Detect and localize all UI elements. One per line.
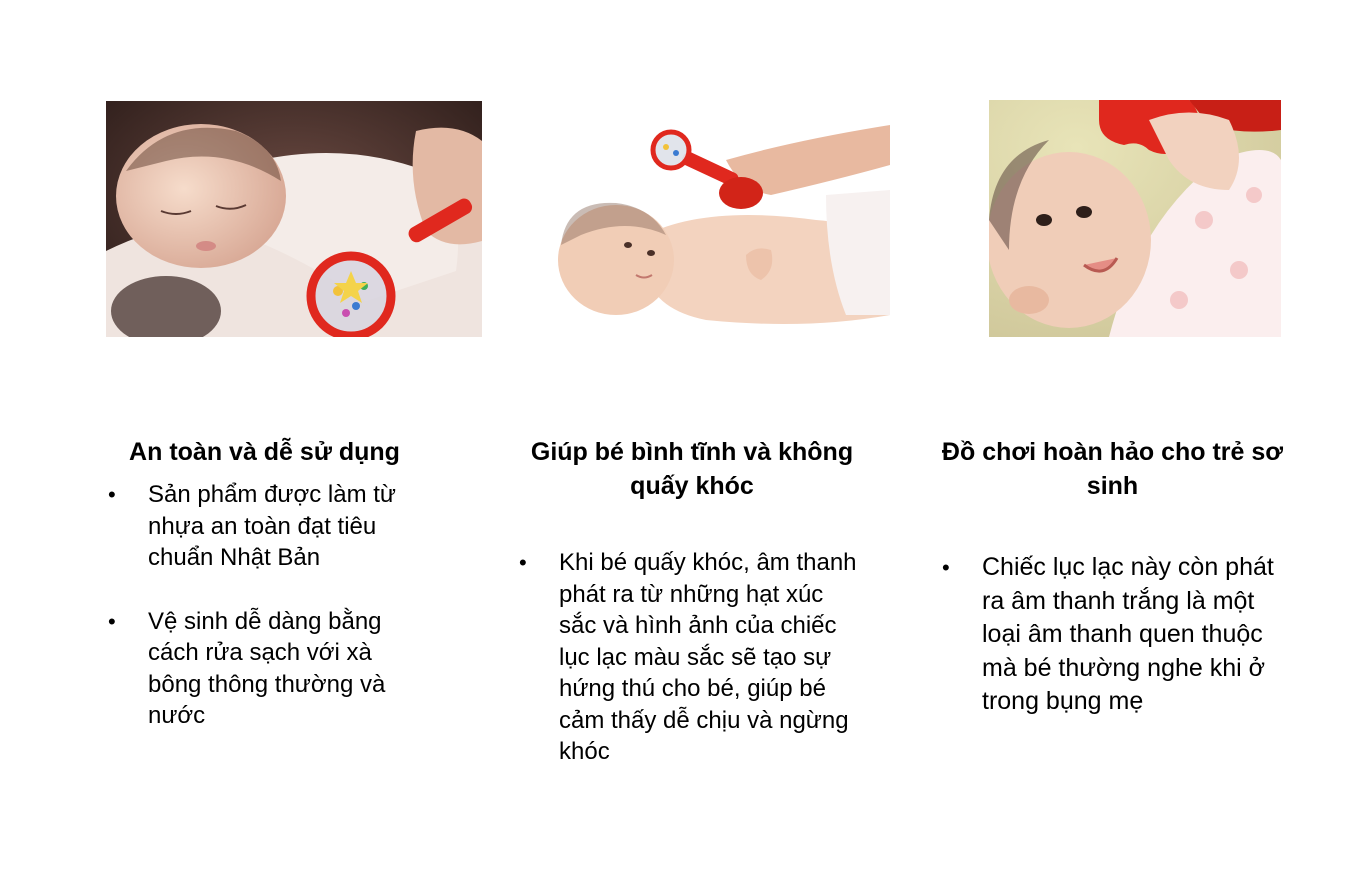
feature-heading: Giúp bé bình tĩnh và không quấy khóc xyxy=(530,438,854,500)
feature-bullet-list xyxy=(106,479,431,732)
feature-column-safety xyxy=(106,435,431,732)
feature-column-newborn xyxy=(940,435,1285,719)
list-item xyxy=(940,551,1285,719)
bullet-icon: • xyxy=(942,555,950,580)
photo-smiling-baby xyxy=(989,100,1281,337)
feature-heading: Đồ chơi hoàn hảo cho trẻ sơ sinh xyxy=(941,438,1284,500)
feature-bullet-list xyxy=(517,547,867,768)
list-item xyxy=(106,606,431,732)
feature-heading: An toàn và dễ sử dụng xyxy=(129,438,400,466)
bullet-text: Vệ sinh dễ dàng bằng cách rửa sạch với xà bông thông thường và nước xyxy=(148,607,386,729)
bullet-text: Sản phẩm được làm từ nhựa an toàn đạt tiêu chuẩn Nhật Bản xyxy=(148,481,396,571)
bullet-icon: • xyxy=(108,608,116,634)
feature-bullet-list xyxy=(940,551,1285,719)
list-item xyxy=(106,479,431,574)
bullet-icon: • xyxy=(519,550,527,575)
bullet-icon: • xyxy=(108,482,116,507)
photo-baby-lying xyxy=(556,125,890,335)
list-item xyxy=(517,547,867,768)
bullet-text: Khi bé quấy khóc, âm thanh phát ra từ những hạt xúc sắc và hình ảnh của chiếc lục lạc màu sắc sẽ tạo sự hứng thú cho bé, giúp bé cảm thấy dễ chịu và ngừng khóc xyxy=(559,549,857,765)
photo-sleeping-baby xyxy=(106,101,482,337)
bullet-text: Chiếc lục lạc này còn phát ra âm thanh trắng là một loại âm thanh quen thuộc mà bé thường nghe khi ở trong bụng mẹ xyxy=(982,553,1274,715)
feature-column-calm xyxy=(517,435,867,768)
